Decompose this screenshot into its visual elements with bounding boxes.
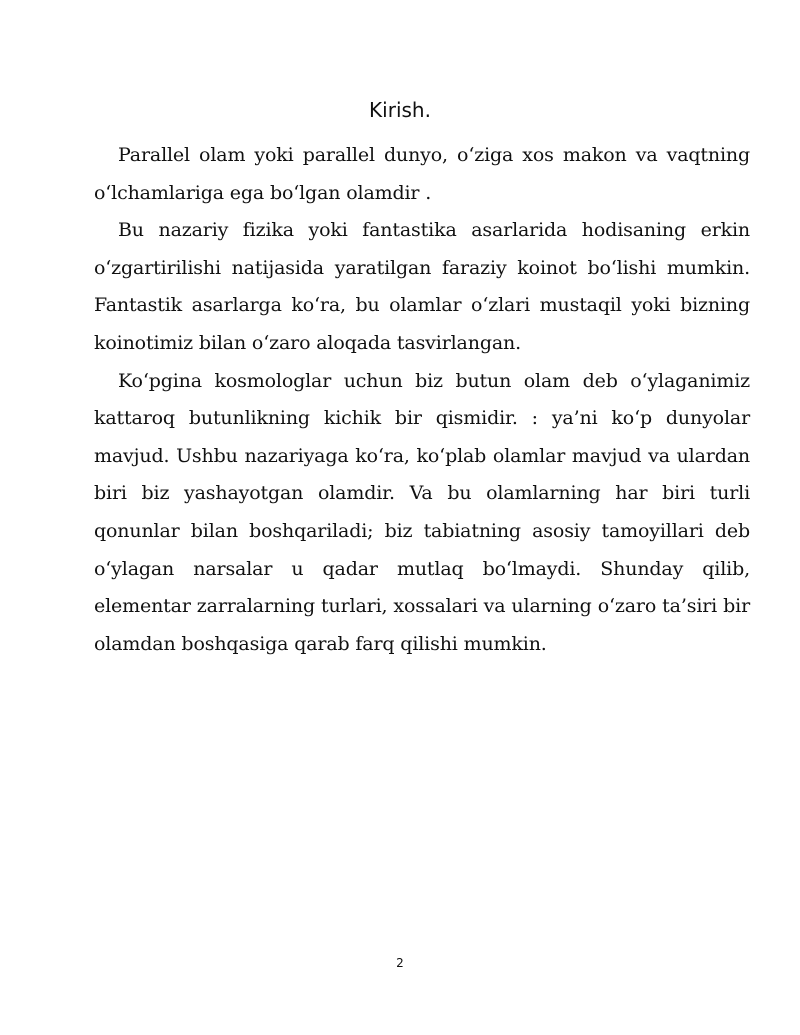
paragraph-3: Ko‘pgina kosmologlar uchun biz butun olam deb o‘ylaganimiz kattaroq butunlikning kichik bir qismidir. : ya’ni ko‘p dunyolar mavjud. Ushbu nazariyaga ko‘ra, ko‘plab olamlar mavjud va ulardan biri biz yashayotgan olamdir. Va bu olamlarning har biri turli qonunlar bilan boshqariladi; biz tabiatning asosiy tamoyillari deb o‘ylagan narsalar u qadar mutlaq bo‘lmaydi. Shunday qilib, elementar zarralarning turlari, xossalari va ularning o‘zaro ta’siri bir olamdan boshqasiga qarab farq qilishi mumkin.: [94, 369, 750, 655]
page-number: 2: [396, 956, 404, 970]
document-body: [94, 137, 750, 663]
paragraph-2: Bu nazariy fizika yoki fantastika asarlarida hodisaning erkin o‘zgartirilishi natijasida yaratilgan faraziy koinot bo‘lishi mumkin. Fantastik asarlarga ko‘ra, bu olamlar o‘zlari mustaqil yoki bizning koinotimiz bilan o‘zaro aloqada tasvirlangan.: [94, 219, 750, 354]
page-title: Kirish.: [369, 98, 431, 122]
paragraph-1: Parallel olam yoki parallel dunyo, o‘ziga xos makon va vaqtning o‘lchamlariga ega bo‘lgan olamdir .: [94, 144, 750, 204]
